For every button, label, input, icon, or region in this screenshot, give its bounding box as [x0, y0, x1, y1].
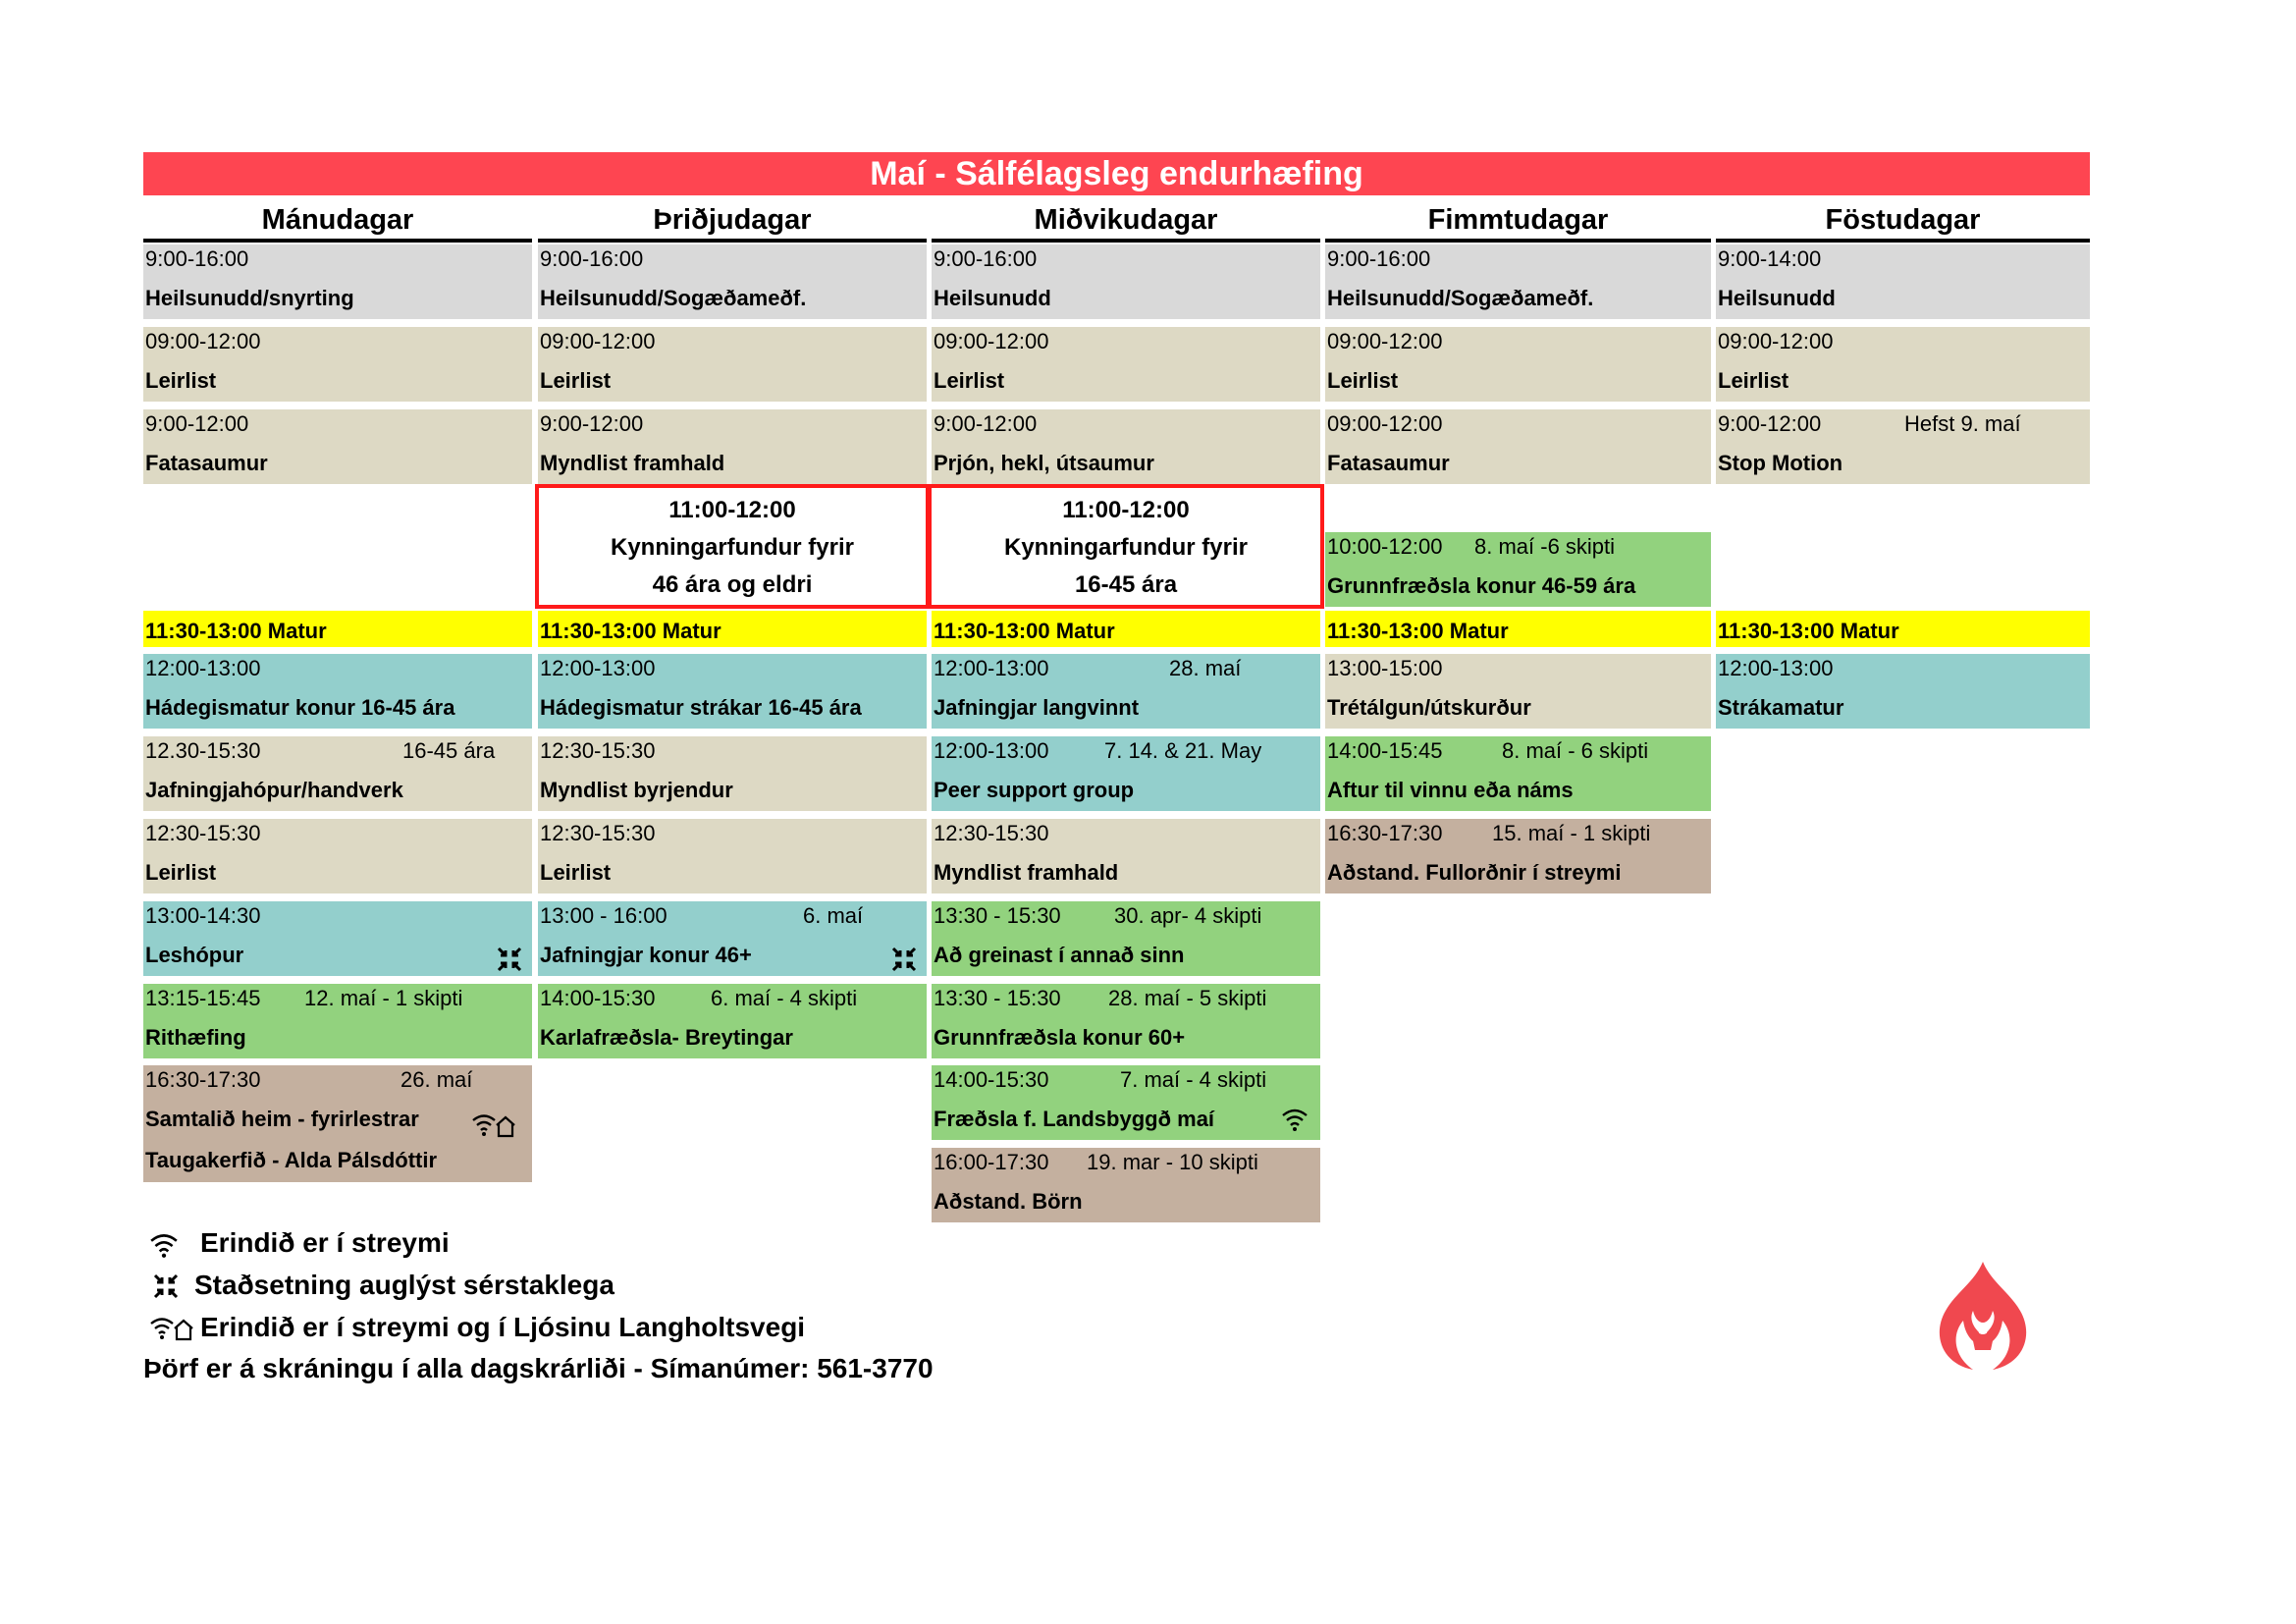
ljosid-logo-icon	[1932, 1262, 2034, 1372]
activity: Samtalið heim - fyrirlestrar	[145, 1107, 419, 1131]
time: 12:00-13:00	[145, 656, 261, 680]
mon-peer-crafts	[143, 736, 532, 811]
time: 13:30 - 15:30	[934, 986, 1061, 1010]
fri-stop-motion	[1716, 409, 2090, 484]
mon-lecture	[143, 1065, 532, 1182]
activity: Leirlist	[145, 860, 217, 885]
note: 12. maí - 1 skipti	[304, 986, 463, 1010]
arrows-in-icon	[891, 947, 917, 972]
wifi-house-icon	[149, 1316, 194, 1341]
activity: Myndlist byrjendur	[540, 778, 733, 802]
wed-peer-chronic	[932, 654, 1320, 729]
thu-lunch: 11:30-13:00 Matur	[1325, 611, 1711, 647]
note: 7. maí - 4 skipti	[1120, 1067, 1267, 1092]
meeting-line2: 46 ára og eldri	[652, 571, 813, 598]
time: 9:00-14:00	[1718, 246, 1822, 271]
tue-lunch: 11:30-13:00 Matur	[538, 611, 927, 647]
meeting-line1: Kynningarfundur fyrir	[1003, 534, 1248, 561]
activity: Grunnfræðsla konur 60+	[934, 1025, 1186, 1050]
activity: Trétálgun/útskurður	[1327, 695, 1531, 720]
activity: Leirlist	[540, 368, 612, 393]
mon-writing	[143, 984, 532, 1058]
tue-intro-meeting	[535, 484, 930, 609]
time: 16:00-17:30	[934, 1150, 1049, 1174]
activity: Karlafræðsla- Breytingar	[540, 1025, 793, 1050]
activity: Myndlist framhald	[540, 451, 725, 475]
wed-clay	[932, 327, 1320, 402]
tue-lunch-men	[538, 654, 927, 729]
note: 26. maí	[400, 1067, 473, 1092]
tue-peer-women	[538, 901, 927, 976]
wifi-icon	[149, 1231, 179, 1259]
mon-lunch: 11:30-13:00 Matur	[143, 611, 532, 647]
time: 10:00-12:00	[1327, 534, 1443, 559]
activity: Rithæfing	[145, 1025, 246, 1050]
thu-massage	[1325, 244, 1711, 319]
mon-reading-group	[143, 901, 532, 976]
note: 15. maí - 1 skipti	[1492, 821, 1651, 845]
time: 9:00-16:00	[1327, 246, 1431, 271]
time: 13:00-15:00	[1327, 656, 1443, 680]
activity: Leirlist	[1327, 368, 1399, 393]
activity: Hádegismatur strákar 16-45 ára	[540, 695, 862, 720]
mon-clay-afternoon	[143, 819, 532, 893]
fri-massage	[1716, 244, 2090, 319]
mon-sewing	[143, 409, 532, 484]
activity: Heilsunudd	[1718, 286, 1836, 310]
time: 9:00-16:00	[934, 246, 1038, 271]
time: 9:00-12:00	[1718, 411, 1822, 436]
time: 9:00-12:00	[145, 411, 249, 436]
time: 09:00-12:00	[145, 329, 261, 353]
tue-massage	[538, 244, 927, 319]
day-header-friday: Föstudagar	[1716, 199, 2090, 243]
activity: Aftur til vinnu eða náms	[1327, 778, 1574, 802]
time: 16:30-17:30	[1327, 821, 1443, 845]
arrows-in-icon	[497, 947, 522, 972]
wifi-house-icon	[471, 1112, 516, 1138]
activity: Stop Motion	[1718, 451, 1843, 475]
time: 12:00-13:00	[934, 656, 1049, 680]
time: 09:00-12:00	[540, 329, 656, 353]
tue-art-beginners	[538, 736, 927, 811]
note: 28. maí - 5 skipti	[1108, 986, 1267, 1010]
activity: Fatasaumur	[1327, 451, 1450, 475]
time: 13:00 - 16:00	[540, 903, 667, 928]
mon-clay	[143, 327, 532, 402]
time: 12:00-13:00	[1718, 656, 1834, 680]
time: 14:00-15:45	[1327, 738, 1443, 763]
time: 13:15-15:45	[145, 986, 261, 1010]
activity: Leirlist	[1718, 368, 1789, 393]
activity-detail: Taugakerfið - Alda Pálsdóttir	[145, 1148, 438, 1172]
note: 28. maí	[1169, 656, 1242, 680]
time: 09:00-12:00	[1327, 329, 1443, 353]
time: 11:00-12:00	[1062, 497, 1190, 523]
fri-lunch: 11:30-13:00 Matur	[1716, 611, 2090, 647]
day-header-tuesday: Þriðjudagar	[538, 199, 927, 243]
note: 7. 14. & 21. May	[1104, 738, 1262, 763]
activity: Fræðsla f. Landsbyggð maí	[934, 1107, 1215, 1131]
activity: Leirlist	[540, 860, 612, 885]
mon-massage	[143, 244, 532, 319]
thu-relatives-adults	[1325, 819, 1711, 893]
thu-clay	[1325, 327, 1711, 402]
legend-streaming-label: Erindið er í streymi	[200, 1227, 450, 1258]
activity: Fatasaumur	[145, 451, 268, 475]
legend-both-label: Erindið er í streymi og í Ljósinu Langholtsvegi	[200, 1312, 806, 1342]
time: 12:30-15:30	[540, 738, 656, 763]
activity: Aðstand. Börn	[934, 1189, 1083, 1214]
activity: Jafningjar konur 46+	[540, 943, 752, 967]
mon-lunch-women	[143, 654, 532, 729]
wed-lunch: 11:30-13:00 Matur	[932, 611, 1320, 647]
activity: Leshópur	[145, 943, 244, 967]
fri-clay	[1716, 327, 2090, 402]
fri-boys-lunch	[1716, 654, 2090, 729]
time: 12:30-15:30	[145, 821, 261, 845]
activity: Heilsunudd	[934, 286, 1051, 310]
wed-second-diagnosis	[932, 901, 1320, 976]
time: 09:00-12:00	[934, 329, 1049, 353]
time: 9:00-16:00	[540, 246, 644, 271]
meeting-line1: Kynningarfundur fyrir	[610, 534, 854, 561]
tue-clay-afternoon	[538, 819, 927, 893]
time: 16:30-17:30	[145, 1067, 261, 1092]
note: 6. maí	[803, 903, 864, 928]
time: 9:00-12:00	[934, 411, 1038, 436]
thu-back-to-work	[1325, 736, 1711, 811]
time: 12:00-13:00	[540, 656, 656, 680]
activity: Prjón, hekl, útsaumur	[934, 451, 1154, 475]
activity: Heilsunudd/Sogæðameðf.	[540, 286, 807, 310]
time: 12:00-13:00	[934, 738, 1049, 763]
wed-peer-support	[932, 736, 1320, 811]
note: 8. maí - 6 skipti	[1502, 738, 1649, 763]
wed-massage	[932, 244, 1320, 319]
note: 16-45 ára	[402, 738, 496, 763]
thu-sewing	[1325, 409, 1711, 484]
activity: Jafningjahópur/handverk	[145, 778, 403, 802]
activity: Peer support group	[934, 778, 1135, 802]
registration-note: Þörf er á skráningu í alla dagskrárliði - Símanúmer: 561-3770	[143, 1353, 934, 1383]
wed-relatives-children	[932, 1148, 1320, 1222]
time: 14:00-15:30	[540, 986, 656, 1010]
wifi-icon	[1281, 1107, 1308, 1132]
tue-mens-education	[538, 984, 927, 1058]
day-header-thursday: Fimmtudagar	[1325, 199, 1711, 243]
tue-clay	[538, 327, 927, 402]
note: Hefst 9. maí	[1904, 411, 2021, 436]
wed-rural-education	[932, 1065, 1320, 1140]
activity: Jafningjar langvinnt	[934, 695, 1140, 720]
time: 12:30-15:30	[540, 821, 656, 845]
note: 8. maí -6 skipti	[1474, 534, 1616, 559]
note: 6. maí - 4 skipti	[711, 986, 858, 1010]
note: 19. mar - 10 skipti	[1087, 1150, 1258, 1174]
activity: Myndlist framhald	[934, 860, 1119, 885]
time: 11:00-12:00	[668, 497, 796, 523]
wed-knitting	[932, 409, 1320, 484]
activity: Hádegismatur konur 16-45 ára	[145, 695, 455, 720]
schedule-title: Maí - Sálfélagsleg endurhæfing	[143, 152, 2090, 195]
time: 14:00-15:30	[934, 1067, 1049, 1092]
time: 12.30-15:30	[145, 738, 261, 763]
activity: Grunnfræðsla konur 46-59 ára	[1327, 573, 1636, 598]
time: 13:00-14:30	[145, 903, 261, 928]
meeting-line2: 16-45 ára	[1074, 571, 1178, 598]
legend-location-label: Staðsetning auglýst sérstaklega	[194, 1270, 614, 1300]
day-header-wednesday: Miðvikudagar	[932, 199, 1320, 243]
day-header-monday: Mánudagar	[143, 199, 532, 243]
time: 9:00-12:00	[540, 411, 644, 436]
activity: Leirlist	[145, 368, 217, 393]
thu-woodcarving	[1325, 654, 1711, 729]
time: 12:30-15:30	[934, 821, 1049, 845]
activity: Heilsunudd/Sogæðameðf.	[1327, 286, 1594, 310]
wed-basic-education	[932, 984, 1320, 1058]
time: 9:00-16:00	[145, 246, 249, 271]
note: 30. apr- 4 skipti	[1114, 903, 1262, 928]
wed-art-advanced	[932, 819, 1320, 893]
activity: Að greinast í annað sinn	[934, 943, 1185, 967]
wed-intro-meeting	[928, 484, 1324, 609]
activity: Leirlist	[934, 368, 1005, 393]
activity: Strákamatur	[1718, 695, 1844, 720]
tue-art-advanced	[538, 409, 927, 484]
thu-basic-education	[1325, 532, 1711, 607]
time: 09:00-12:00	[1327, 411, 1443, 436]
activity: Heilsunudd/snyrting	[145, 286, 354, 310]
activity: Aðstand. Fullorðnir í streymi	[1327, 860, 1622, 885]
time: 13:30 - 15:30	[934, 903, 1061, 928]
arrows-in-icon	[153, 1273, 179, 1299]
time: 09:00-12:00	[1718, 329, 1834, 353]
